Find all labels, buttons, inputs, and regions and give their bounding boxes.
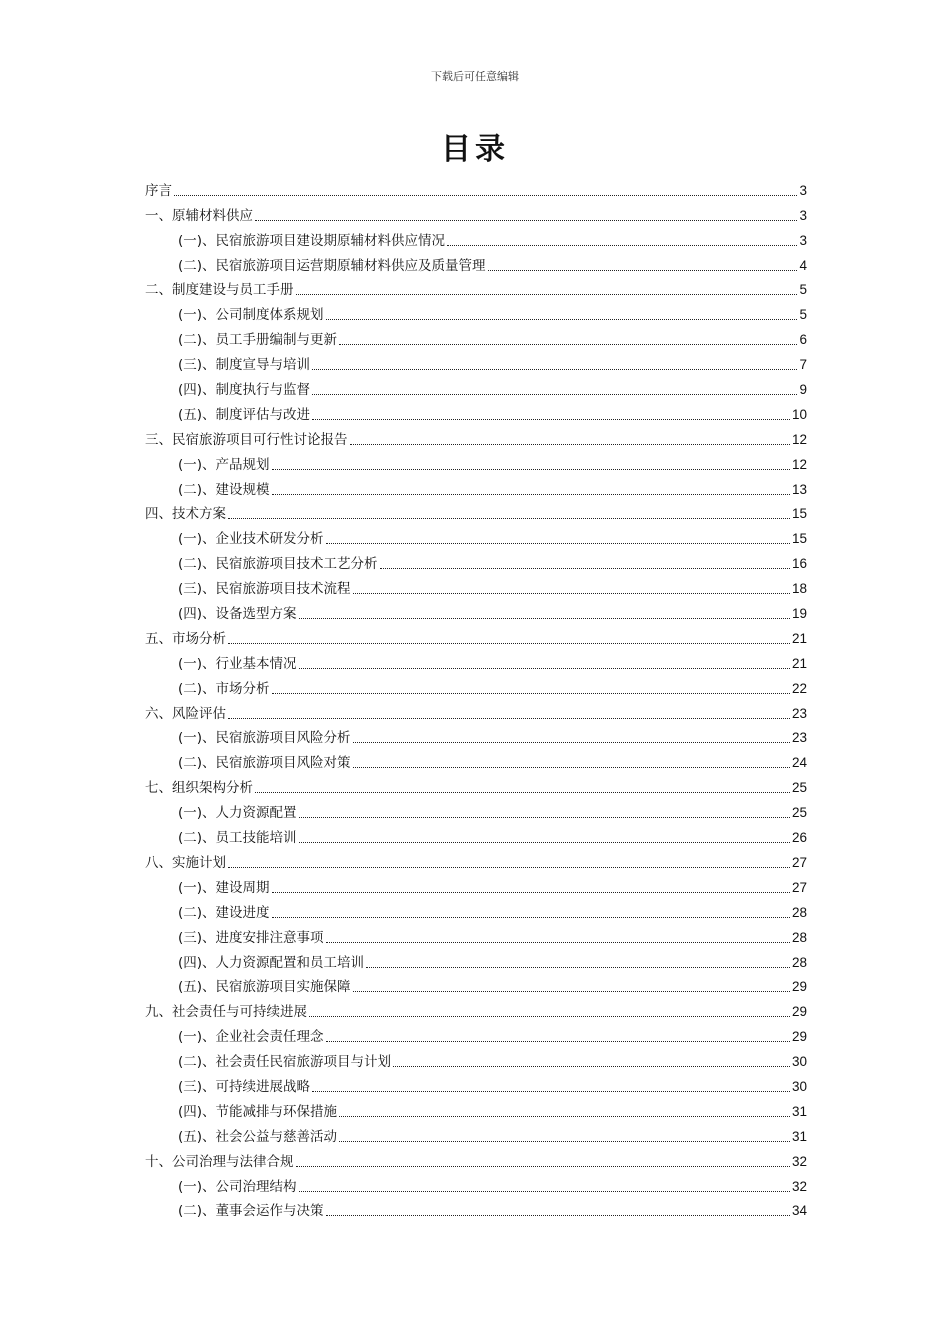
toc-dot-leader <box>326 1041 790 1042</box>
toc-dot-leader <box>353 742 790 743</box>
toc-entry-page-number: 23 <box>791 730 807 746</box>
toc-dot-leader <box>393 1066 790 1067</box>
toc-subsection-entry[interactable] <box>145 923 807 948</box>
toc-entry-page-number: 27 <box>791 854 807 870</box>
toc-entry-label: (一)、产品规划 <box>178 456 270 473</box>
toc-section-entry[interactable] <box>145 500 807 525</box>
toc-subsection-entry[interactable] <box>145 574 807 599</box>
toc-entry-label: (二)、社会责任民宿旅游项目与计划 <box>178 1054 392 1071</box>
toc-entry-label: (五)、社会公益与慈善活动 <box>178 1128 338 1145</box>
toc-section-entry[interactable] <box>145 176 807 201</box>
toc-subsection-entry[interactable] <box>145 948 807 973</box>
toc-subsection-entry[interactable] <box>145 1122 807 1147</box>
toc-entry-page-number: 32 <box>791 1153 807 1169</box>
toc-subsection-entry[interactable] <box>145 300 807 325</box>
toc-dot-leader <box>447 245 797 246</box>
toc-entry-label: (一)、公司治理结构 <box>178 1178 297 1195</box>
toc-dot-leader <box>299 817 790 818</box>
toc-dot-leader <box>296 1166 790 1167</box>
toc-dot-leader <box>366 967 790 968</box>
toc-entry-page-number: 9 <box>799 382 807 398</box>
toc-dot-leader <box>272 469 790 470</box>
toc-entry-label: 九、社会责任与可持续进展 <box>145 1004 307 1021</box>
toc-entry-label: (一)、人力资源配置 <box>178 805 297 822</box>
toc-dot-leader <box>299 668 790 669</box>
toc-entry-page-number: 29 <box>791 1004 807 1020</box>
toc-entry-label: (三)、进度安排注意事项 <box>178 929 324 946</box>
toc-entry-page-number: 5 <box>799 307 807 323</box>
toc-entry-label: (四)、人力资源配置和员工培训 <box>178 954 365 971</box>
toc-entry-label: 八、实施计划 <box>145 854 226 871</box>
toc-entry-label: (三)、制度宣导与培训 <box>178 357 311 374</box>
toc-dot-leader <box>299 618 790 619</box>
toc-entry-page-number: 12 <box>791 431 807 447</box>
toc-subsection-entry[interactable] <box>145 325 807 350</box>
toc-subsection-entry[interactable] <box>145 873 807 898</box>
toc-entry-page-number: 5 <box>799 282 807 298</box>
toc-entry-page-number: 6 <box>799 332 807 348</box>
toc-entry-page-number: 15 <box>791 506 807 522</box>
toc-entry-page-number: 28 <box>791 929 807 945</box>
toc-entry-label: (五)、制度评估与改进 <box>178 406 311 423</box>
toc-entry-page-number: 24 <box>791 755 807 771</box>
toc-entry-page-number: 21 <box>791 655 807 671</box>
toc-entry-label: (一)、民宿旅游项目建设期原辅材料供应情况 <box>178 232 446 249</box>
toc-entry-page-number: 15 <box>791 531 807 547</box>
toc-entry-page-number: 25 <box>791 805 807 821</box>
toc-entry-page-number: 28 <box>791 904 807 920</box>
toc-entry-page-number: 3 <box>799 232 807 248</box>
toc-subsection-entry[interactable] <box>145 649 807 674</box>
toc-entry-label: 七、组织架构分析 <box>145 780 253 797</box>
toc-entry-page-number: 23 <box>791 705 807 721</box>
toc-dot-leader <box>272 494 790 495</box>
toc-section-entry[interactable] <box>145 425 807 450</box>
toc-dot-leader <box>228 718 790 719</box>
toc-entry-label: (四)、节能减排与环保措施 <box>178 1103 338 1120</box>
toc-entry-page-number: 26 <box>791 830 807 846</box>
toc-subsection-entry[interactable] <box>145 524 807 549</box>
toc-entry-label: (二)、民宿旅游项目风险对策 <box>178 755 351 772</box>
toc-entry-page-number: 21 <box>791 630 807 646</box>
toc-section-entry[interactable] <box>145 848 807 873</box>
toc-dot-leader <box>272 693 790 694</box>
toc-section-entry[interactable] <box>145 1147 807 1172</box>
page-header-note: 下载后可任意编辑 <box>431 70 519 83</box>
toc-subsection-entry[interactable] <box>145 748 807 773</box>
toc-entry-page-number: 13 <box>791 481 807 497</box>
toc-dot-leader <box>272 917 790 918</box>
toc-entry-page-number: 29 <box>791 979 807 995</box>
toc-dot-leader <box>174 195 797 196</box>
toc-entry-label: (五)、民宿旅游项目实施保障 <box>178 979 351 996</box>
toc-entry-page-number: 3 <box>799 182 807 198</box>
toc-dot-leader <box>353 593 790 594</box>
toc-dot-leader <box>326 543 790 544</box>
toc-dot-leader <box>326 1215 790 1216</box>
toc-subsection-entry[interactable] <box>145 450 807 475</box>
toc-dot-leader <box>312 419 790 420</box>
toc-subsection-entry[interactable] <box>145 674 807 699</box>
toc-entry-label: 五、市场分析 <box>145 630 226 647</box>
toc-dot-leader <box>339 1141 790 1142</box>
toc-entry-label: (四)、制度执行与监督 <box>178 382 311 399</box>
toc-subsection-entry[interactable] <box>145 375 807 400</box>
toc-entry-page-number: 19 <box>791 606 807 622</box>
toc-dot-leader <box>339 1116 790 1117</box>
toc-subsection-entry[interactable] <box>145 1047 807 1072</box>
toc-entry-label: (一)、行业基本情况 <box>178 655 297 672</box>
toc-dot-leader <box>312 394 797 395</box>
toc-entry-label: 六、风险评估 <box>145 705 226 722</box>
toc-dot-leader <box>339 344 797 345</box>
toc-entry-page-number: 16 <box>791 556 807 572</box>
toc-entry-page-number: 25 <box>791 780 807 796</box>
toc-section-entry[interactable] <box>145 276 807 301</box>
toc-dot-leader <box>326 319 798 320</box>
toc-subsection-entry[interactable] <box>145 798 807 823</box>
toc-entry-label: (一)、公司制度体系规划 <box>178 307 324 324</box>
toc-entry-label: (二)、民宿旅游项目技术工艺分析 <box>178 556 378 573</box>
toc-subsection-entry[interactable] <box>145 1197 807 1222</box>
toc-dot-leader <box>312 369 797 370</box>
toc-dot-leader <box>272 892 790 893</box>
toc-subsection-entry[interactable] <box>145 475 807 500</box>
toc-title: 目录 <box>441 132 509 167</box>
toc-dot-leader <box>488 270 798 271</box>
toc-section-entry[interactable] <box>145 773 807 798</box>
toc-entry-page-number: 10 <box>791 406 807 422</box>
toc-entry-page-number: 32 <box>791 1178 807 1194</box>
toc-dot-leader <box>299 1191 790 1192</box>
toc-subsection-entry[interactable] <box>145 898 807 923</box>
toc-entry-label: (二)、市场分析 <box>178 680 270 697</box>
toc-dot-leader <box>380 568 790 569</box>
toc-entry-page-number: 7 <box>799 357 807 373</box>
toc-section-entry[interactable] <box>145 997 807 1022</box>
toc-entry-label: (二)、建设规模 <box>178 481 270 498</box>
toc-entry-label: (二)、员工手册编制与更新 <box>178 332 338 349</box>
toc-subsection-entry[interactable] <box>145 599 807 624</box>
toc-entry-page-number: 34 <box>791 1203 807 1219</box>
toc-entry-page-number: 30 <box>791 1054 807 1070</box>
toc-entry-label: (三)、可持续进展战略 <box>178 1078 311 1095</box>
toc-subsection-entry[interactable] <box>145 1172 807 1197</box>
toc-entry-label: (一)、企业技术研发分析 <box>178 531 324 548</box>
toc-subsection-entry[interactable] <box>145 1022 807 1047</box>
toc-entry-label: (二)、民宿旅游项目运营期原辅材料供应及质量管理 <box>178 257 486 274</box>
toc-subsection-entry[interactable] <box>145 823 807 848</box>
toc-entry-label: 序言 <box>145 182 172 199</box>
toc-entry-label: (二)、建设进度 <box>178 904 270 921</box>
toc-subsection-entry[interactable] <box>145 549 807 574</box>
toc-dot-leader <box>312 1091 790 1092</box>
toc-entry-label: (一)、民宿旅游项目风险分析 <box>178 730 351 747</box>
toc-entry-label: (一)、建设周期 <box>178 879 270 896</box>
toc-entry-page-number: 27 <box>791 879 807 895</box>
toc-subsection-entry[interactable] <box>145 226 807 251</box>
toc-dot-leader <box>299 842 790 843</box>
toc-dot-leader <box>228 643 790 644</box>
table-of-contents <box>145 176 807 1221</box>
toc-dot-leader <box>296 294 798 295</box>
toc-entry-page-number: 3 <box>799 207 807 223</box>
toc-entry-page-number: 4 <box>799 257 807 273</box>
toc-dot-leader <box>326 942 790 943</box>
toc-section-entry[interactable] <box>145 699 807 724</box>
toc-entry-page-number: 31 <box>791 1128 807 1144</box>
toc-subsection-entry[interactable] <box>145 251 807 276</box>
toc-dot-leader <box>353 991 790 992</box>
toc-subsection-entry[interactable] <box>145 1097 807 1122</box>
toc-entry-page-number: 22 <box>791 680 807 696</box>
toc-subsection-entry[interactable] <box>145 350 807 375</box>
toc-section-entry[interactable] <box>145 201 807 226</box>
toc-dot-leader <box>255 792 790 793</box>
toc-dot-leader <box>255 220 797 221</box>
toc-subsection-entry[interactable] <box>145 973 807 998</box>
toc-entry-page-number: 12 <box>791 456 807 472</box>
toc-dot-leader <box>309 1016 790 1017</box>
toc-entry-page-number: 31 <box>791 1103 807 1119</box>
toc-entry-label: 四、技术方案 <box>145 506 226 523</box>
toc-dot-leader <box>350 444 790 445</box>
toc-dot-leader <box>353 767 790 768</box>
toc-entry-label: (三)、民宿旅游项目技术流程 <box>178 581 351 598</box>
toc-subsection-entry[interactable] <box>145 724 807 749</box>
toc-subsection-entry[interactable] <box>145 400 807 425</box>
toc-dot-leader <box>228 867 790 868</box>
toc-entry-label: (一)、企业社会责任理念 <box>178 1029 324 1046</box>
toc-entry-page-number: 30 <box>791 1078 807 1094</box>
toc-entry-label: (二)、董事会运作与决策 <box>178 1203 324 1220</box>
toc-entry-label: 十、公司治理与法律合规 <box>145 1153 294 1170</box>
toc-entry-label: (四)、设备选型方案 <box>178 606 297 623</box>
toc-section-entry[interactable] <box>145 624 807 649</box>
toc-entry-label: 二、制度建设与员工手册 <box>145 282 294 299</box>
toc-dot-leader <box>228 518 790 519</box>
toc-entry-label: 一、原辅材料供应 <box>145 207 253 224</box>
toc-entry-page-number: 29 <box>791 1029 807 1045</box>
toc-subsection-entry[interactable] <box>145 1072 807 1097</box>
toc-entry-label: 三、民宿旅游项目可行性讨论报告 <box>145 431 348 448</box>
toc-entry-page-number: 18 <box>791 581 807 597</box>
toc-entry-label: (二)、员工技能培训 <box>178 830 297 847</box>
toc-entry-page-number: 28 <box>791 954 807 970</box>
